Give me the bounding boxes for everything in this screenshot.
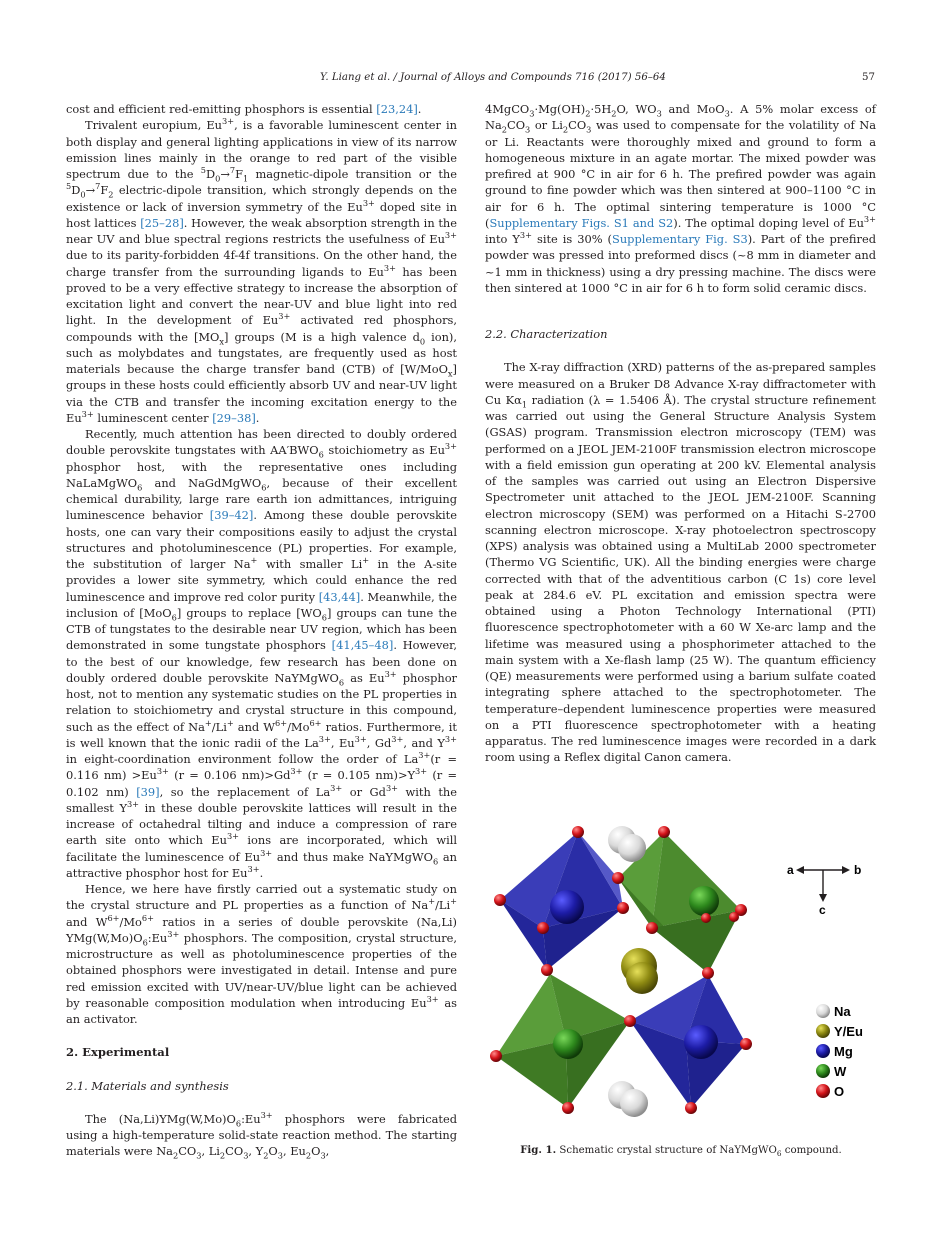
- o-atom: [537, 922, 549, 934]
- legend-o-swatch: [816, 1084, 830, 1098]
- o-atom: [740, 1038, 752, 1050]
- paragraph: cost and efficient red-emitting phosphors is essential [23,24].: [66, 102, 422, 116]
- crystal-structure-figure: [486, 818, 876, 1123]
- na-atom: [620, 1089, 648, 1117]
- page-number: 57: [862, 72, 875, 83]
- o-atom: [729, 912, 739, 922]
- legend: [816, 1004, 863, 1099]
- subsection-heading: 2.1. Materials and synthesis: [66, 1078, 229, 1093]
- crystal-structure-svg: [486, 818, 876, 1123]
- legend-label: Mg: [834, 1044, 853, 1059]
- w-atom: [553, 1029, 583, 1059]
- citation-link[interactable]: [43,44]: [318, 589, 361, 604]
- running-header: [320, 72, 875, 83]
- o-atom: [701, 913, 711, 923]
- citation-link[interactable]: [23,24]: [376, 102, 418, 116]
- axis-b-label: b: [854, 863, 862, 877]
- subsection-heading: 2.2. Characterization: [485, 327, 608, 341]
- citation-link[interactable]: [29–38]: [212, 410, 256, 425]
- o-atom: [494, 894, 506, 906]
- w-atom: [689, 886, 719, 916]
- supplementary-link[interactable]: Supplementary Fig. S3: [612, 232, 748, 246]
- legend-w-swatch: [816, 1064, 830, 1078]
- citation-link[interactable]: [41,45–48]: [331, 638, 394, 653]
- axis-indicator: [787, 863, 861, 917]
- paragraph: Hence, we here have firstly carried out a systematic study on the crystal structure and PL properties as a function of Na+/Li+ and $W^{6+}/Mo^{6+}$ ratios in a series of double perovskite (Na,Li) $YMg(W,Mo)O_6:Eu^{3+}$ phosphors. The composition, crystal structure, microstructure as well as photoluminescence properties of the obtained phosphors were investigated in detail. Intense and pure red emission excited with UV/near-UV/blue light can be achieved by reasonable composition modulation when introducing $Eu^{3+}$ as an activator.: [66, 882, 457, 1026]
- paragraph: Trivalent europium, $Eu^{3+}$, is a favorable luminescent center in both display and general lighting applications in view of its narrow emission lines mainly in the orange to red part of the visible spectrum due to the $^5D_0\to^7F_1$ magnetic-dipole transition or the $^5D_0\to^7F_2$ electric-dipole transition, which strongly depends on the existence or lack of inversion symmetry of the $Eu^{3+}$ doped site in host lattices [25–28]. However, the weak absorption strength in the near UV and blue spectral regions restricts the usefulness of $Eu^{3+}$ due to its parity-forbidden 4f-4f transitions. On the other hand, the charge transfer from the surrounding ligands to $Eu^{3+}$ has been proved to be a very effective strategy to increase the absorption of excitation light and convert the near-UV and blue light into red light. In the development of $Eu^{3+}$ activated red phosphors, compounds with the $[MO_x]$ groups (M is a high valence $d_0$ ion), such as molybdates and tungstates, are frequently used as host materials because the charge transfer band (CTB) of [W/MoO$_x$] groups in these hosts could efficiently absorb UV and near-UV light via the CTB and transfer the incoming excitation energy to the $Eu^{3+}$ luminescent center [29–38].: [66, 116, 458, 425]
- o-atom: [685, 1102, 697, 1114]
- axis-c-label: c: [819, 903, 826, 917]
- o-atom: [541, 964, 553, 976]
- o-atom: [624, 1015, 636, 1027]
- o-atom: [646, 922, 658, 934]
- citation-link[interactable]: [39–42]: [209, 508, 254, 523]
- running-title: Y. Liang et al. / Journal of Alloys and Compounds 716 (2017) 56–64: [320, 72, 666, 83]
- paragraph: $4MgCO_3\cdot Mg(OH)_2\cdot 5H_2O$, $WO_3$ and MoO$_3$. A 5% molar excess of $Na_2CO_3$ or $Li_2CO_3$ was used to compensate for the volatility of Na or Li. Reactants were thoroughly mixed and ground to form a homogeneous mixture in an agate mortar. The mixed powder was prefired at 900 °C in air for 6 h. The prefired powder was again ground to fine powder which was then sintered at 900–1100 °C in air for 6 h. The optimal sintering temperature is 1000 °C (Supplementary Figs. S1 and S2). The optimal doping level of $Eu^{3+}$ into $Y^{3+}$ site is 30% (Supplementary Fig. S3). Part of the prefired powder was pressed into preformed discs (~8 mm in diameter and ~1 mm in thickness) using a dry pressing machine. The discs were then sintered at 1000 °C in air for 6 h to form solid ceramic discs.: [485, 102, 876, 295]
- mg-atom: [684, 1025, 718, 1059]
- section-heading: 2. Experimental: [66, 1045, 170, 1060]
- figure-caption: Fig. 1. Schematic crystal structure of NaYMgWO$_6$ compound.: [520, 1144, 842, 1159]
- o-atom: [490, 1050, 502, 1062]
- legend-na-swatch: [816, 1004, 830, 1018]
- legend-label: O: [834, 1084, 845, 1099]
- paragraph: The X-ray diffraction (XRD) patterns of the as-prepared samples were measured on a Bruker D8 Advance X-ray diffractometer with Cu $K\alpha_1$ radiation (λ = 1.5406 Å). The crystal structure refinement was carried out using the General Structure Analysis System (GSAS) program. Transmission electron microscopy (TEM) was performed on a JEOL JEM-2100F transmission electron microscope with a field emission gun operating at 200 kV. Elemental analysis of the samples was carried out using an Electron Dispersive Spectrometer unit attached to the JEOL JEM-2100F. Scanning electron microscopy (SEM) was performed on a Hitachi S-2700 scanning electron microscope. X-ray photoelectron spectroscopy (XPS) analysis was obtained using a MultiLab 2000 spectrometer (Thermo VG Scientific, UK). All the binding energies were charge corrected with that of the adventitious carbon (C 1s) core level peak at 284.6 eV. PL excitation and emission spectra were obtained using a Photon Technology International (PTI) fluorescence spectrophotometer with a 60 W Xe-arc lamp and the lifetime was measured using a phosphorimeter attached to the main system with a Xe-flash lamp (25 W). The quantum efficiency (QE) measurements were performed using a barium sulfate coated integrating sphere attached to the spectrophotometer. The temperature–dependent luminescence properties were measured on a PTI fluorescence spectrophotometer with a heating apparatus. The red luminescence images were recorded in a dark room using a Reflex digital Canon camera.: [485, 360, 877, 765]
- y-eu-atom: [626, 962, 658, 994]
- axis-a-label: a: [787, 863, 794, 877]
- citation-link[interactable]: [39]: [136, 784, 160, 799]
- right-column: [485, 101, 876, 766]
- legend-y-swatch: [816, 1024, 830, 1038]
- o-atom: [617, 902, 629, 914]
- supplementary-link[interactable]: Supplementary Figs. S1 and S2: [489, 215, 674, 230]
- o-atom: [562, 1102, 574, 1114]
- legend-mg-swatch: [816, 1044, 830, 1058]
- mg-atom: [550, 890, 584, 924]
- left-column: [66, 101, 457, 1160]
- legend-label: W: [834, 1064, 847, 1079]
- paragraph: Recently, much attention has been directed to doubly ordered double perovskite tungstates with $AA'BWO_6$ stoichiometry as $Eu^{3+}$ phosphor host, with the representative ones including NaLaMgWO$_6$ and NaGdMgWO$_6$, because of their excellent chemical durability, large rare earth ion admittances, intriguing luminescence behavior [39–42]. Among these double perovskite hosts, one can vary their compositions easily to adjust the crystal structures and photoluminescence (PL) properties. For example, the substitution of larger Na+ with smaller Li+ in the A-site provides a lower site symmetry, which could enhance the red luminescence and improve red color purity [43,44]. Meanwhile, the inclusion of [MoO$_6$] groups to replace $[WO_6]$ groups can tune the CTB of tungstates to the desirable near UV region, which has been demonstrated in some tungstate phosphors [41,45–48]. However, to the best of our knowledge, few research has been done on doubly ordered double perovskite NaYMgWO$_6$ as $Eu^{3+}$ phosphor host, not to mention any systematic studies on the PL properties in relation to stoichiometry and crystal structure in this compound, such as the effect of Na+/Li+ and $W^{6+}/Mo^{6+}$ ratios. Furthermore, it is well known that the ionic radii of the $La^{3+}$, $Eu^{3+}$, $Gd^{3+}$, and $Y^{3+}$ in eight-coordination environment follow the order of $La^{3+}(r = 0.116$ $nm) >Eu^{3+}$ (r = 0.106 $nm)>Gd^{3+}$ (r = 0.105 $nm)>Y^{3+}$ (r = 0.102 nm) [39], so the replacement of $La^{3+}$ or $Gd^{3+}$ with the smallest $Y^{3+}$ in these double perovskite lattices will result in the increase of octahedral tilting and induce a compression of rare earth site onto which $Eu^{3+}$ ions are incorporated, which will facilitate the luminescence of $Eu^{3+}$ and thus make NaYMgWO$_6$ an attractive phosphor host for $Eu^{3+}$.: [66, 427, 458, 880]
- o-atom: [612, 872, 624, 884]
- o-atom: [658, 826, 670, 838]
- legend-label: Na: [834, 1004, 851, 1019]
- na-atom: [618, 834, 646, 862]
- o-atom: [572, 826, 584, 838]
- paragraph: The $(Na,Li)YMg(W,Mo)O_6:Eu^{3+}$ phosphors were fabricated using a high-temperature solid-state reaction method. The starting materials were $Na_2CO_3$, $Li_2CO_3$, $Y_2O_3$, $Eu_2O_3$,: [66, 1109, 457, 1161]
- legend-label: Y/Eu: [834, 1024, 863, 1039]
- citation-link[interactable]: [25–28]: [140, 215, 184, 230]
- o-atom: [702, 967, 714, 979]
